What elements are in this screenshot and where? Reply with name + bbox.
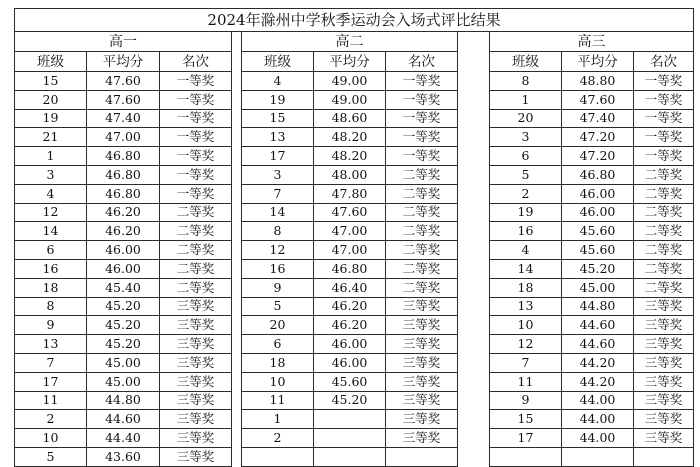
average-score: 45.20 bbox=[87, 297, 160, 316]
award-rank: 三等奖 bbox=[634, 391, 694, 410]
class-number: 11 bbox=[15, 391, 87, 410]
award-rank: 一等奖 bbox=[634, 90, 694, 109]
award-rank: 三等奖 bbox=[160, 410, 232, 429]
class-number: 10 bbox=[15, 429, 87, 448]
award-rank: 三等奖 bbox=[160, 391, 232, 410]
average-score: 43.60 bbox=[87, 447, 160, 466]
class-number: 21 bbox=[15, 128, 87, 147]
grade-header-row bbox=[15, 32, 694, 52]
column-gap bbox=[458, 278, 490, 297]
average-score: 46.00 bbox=[314, 353, 386, 372]
average-score: 47.60 bbox=[314, 203, 386, 222]
average-score: 46.20 bbox=[314, 297, 386, 316]
average-score: 47.00 bbox=[87, 128, 160, 147]
award-rank: 一等奖 bbox=[386, 72, 458, 91]
average-score: 45.60 bbox=[562, 241, 634, 260]
award-rank: 二等奖 bbox=[386, 259, 458, 278]
average-score: 46.20 bbox=[314, 316, 386, 335]
column-gap bbox=[232, 222, 242, 241]
award-rank: 二等奖 bbox=[386, 203, 458, 222]
column-gap bbox=[232, 72, 242, 91]
average-score: 44.60 bbox=[562, 316, 634, 335]
average-score: 47.60 bbox=[87, 72, 160, 91]
grade-name: 高二 bbox=[242, 32, 458, 52]
class-number: 11 bbox=[490, 372, 562, 391]
table-row bbox=[15, 90, 694, 109]
column-gap bbox=[458, 391, 490, 410]
average-score: 44.80 bbox=[562, 297, 634, 316]
average-score: 46.00 bbox=[562, 203, 634, 222]
class-number: 6 bbox=[242, 335, 314, 354]
column-header-row bbox=[15, 52, 694, 72]
average-score: 44.20 bbox=[562, 372, 634, 391]
average-score: 47.00 bbox=[314, 241, 386, 260]
column-gap bbox=[458, 335, 490, 354]
column-gap bbox=[458, 410, 490, 429]
table-row bbox=[15, 184, 694, 203]
average-score: 47.00 bbox=[314, 222, 386, 241]
table-row bbox=[15, 128, 694, 147]
average-score bbox=[314, 429, 386, 448]
average-score: 44.60 bbox=[562, 335, 634, 354]
class-number: 10 bbox=[242, 372, 314, 391]
class-number: 19 bbox=[15, 109, 87, 128]
award-rank: 一等奖 bbox=[160, 72, 232, 91]
award-rank: 三等奖 bbox=[386, 335, 458, 354]
column-gap bbox=[232, 447, 242, 466]
column-gap bbox=[232, 278, 242, 297]
award-rank: 三等奖 bbox=[634, 429, 694, 448]
column-gap bbox=[232, 335, 242, 354]
class-number: 9 bbox=[490, 391, 562, 410]
average-score: 45.60 bbox=[314, 372, 386, 391]
class-number: 14 bbox=[490, 259, 562, 278]
class-number: 15 bbox=[15, 72, 87, 91]
average-score: 47.20 bbox=[562, 147, 634, 166]
column-gap bbox=[232, 429, 242, 448]
column-gap bbox=[232, 128, 242, 147]
class-number: 3 bbox=[490, 128, 562, 147]
class-number: 8 bbox=[242, 222, 314, 241]
table-row bbox=[15, 429, 694, 448]
class-number: 20 bbox=[242, 316, 314, 335]
column-gap bbox=[232, 109, 242, 128]
average-score: 45.20 bbox=[87, 316, 160, 335]
average-score: 46.00 bbox=[87, 259, 160, 278]
award-rank: 三等奖 bbox=[160, 353, 232, 372]
award-rank: 二等奖 bbox=[160, 222, 232, 241]
column-gap bbox=[458, 90, 490, 109]
class-number: 14 bbox=[15, 222, 87, 241]
average-score bbox=[314, 410, 386, 429]
average-score: 49.00 bbox=[314, 72, 386, 91]
column-gap bbox=[232, 203, 242, 222]
class-number: 17 bbox=[242, 147, 314, 166]
table-row bbox=[15, 165, 694, 184]
column-header-rank: 名次 bbox=[386, 52, 458, 72]
award-rank: 三等奖 bbox=[160, 316, 232, 335]
empty-cell bbox=[490, 447, 562, 466]
award-rank: 三等奖 bbox=[160, 372, 232, 391]
average-score: 47.60 bbox=[87, 90, 160, 109]
average-score: 47.40 bbox=[87, 109, 160, 128]
class-number: 16 bbox=[490, 222, 562, 241]
class-number: 7 bbox=[490, 353, 562, 372]
column-gap bbox=[232, 259, 242, 278]
table-row bbox=[15, 372, 694, 391]
column-gap bbox=[458, 353, 490, 372]
class-number: 18 bbox=[490, 278, 562, 297]
average-score: 46.40 bbox=[314, 278, 386, 297]
average-score: 46.20 bbox=[87, 203, 160, 222]
class-number: 6 bbox=[490, 147, 562, 166]
column-gap bbox=[232, 32, 242, 52]
class-number: 17 bbox=[490, 429, 562, 448]
award-rank: 一等奖 bbox=[634, 147, 694, 166]
class-number: 1 bbox=[490, 90, 562, 109]
grade-name: 高三 bbox=[490, 32, 694, 52]
column-gap bbox=[458, 297, 490, 316]
column-gap bbox=[458, 184, 490, 203]
average-score: 45.40 bbox=[87, 278, 160, 297]
class-number: 12 bbox=[242, 241, 314, 260]
column-gap bbox=[458, 128, 490, 147]
column-header-class: 班级 bbox=[490, 52, 562, 72]
column-gap bbox=[458, 109, 490, 128]
column-gap bbox=[232, 353, 242, 372]
class-number: 13 bbox=[15, 335, 87, 354]
column-header-avg: 平均分 bbox=[562, 52, 634, 72]
average-score: 45.00 bbox=[562, 278, 634, 297]
empty-cell bbox=[634, 447, 694, 466]
average-score: 44.00 bbox=[562, 410, 634, 429]
average-score: 49.00 bbox=[314, 90, 386, 109]
class-number: 2 bbox=[490, 184, 562, 203]
class-number: 16 bbox=[242, 259, 314, 278]
average-score: 45.00 bbox=[87, 372, 160, 391]
award-rank: 三等奖 bbox=[386, 410, 458, 429]
column-gap bbox=[232, 297, 242, 316]
award-rank: 三等奖 bbox=[386, 353, 458, 372]
award-rank: 二等奖 bbox=[160, 259, 232, 278]
award-rank: 三等奖 bbox=[634, 353, 694, 372]
award-rank: 三等奖 bbox=[160, 429, 232, 448]
class-number: 15 bbox=[490, 410, 562, 429]
award-rank: 二等奖 bbox=[386, 241, 458, 260]
class-number: 12 bbox=[15, 203, 87, 222]
class-number: 18 bbox=[15, 278, 87, 297]
table-row bbox=[15, 203, 694, 222]
column-header-rank: 名次 bbox=[634, 52, 694, 72]
class-number: 19 bbox=[242, 90, 314, 109]
average-score: 45.20 bbox=[314, 391, 386, 410]
class-number: 8 bbox=[15, 297, 87, 316]
award-rank: 一等奖 bbox=[386, 109, 458, 128]
award-rank: 一等奖 bbox=[634, 128, 694, 147]
average-score: 46.80 bbox=[314, 259, 386, 278]
class-number: 13 bbox=[242, 128, 314, 147]
class-number: 9 bbox=[15, 316, 87, 335]
award-rank: 三等奖 bbox=[634, 410, 694, 429]
column-gap bbox=[232, 241, 242, 260]
class-number: 2 bbox=[15, 410, 87, 429]
empty-cell bbox=[562, 447, 634, 466]
average-score: 45.60 bbox=[562, 222, 634, 241]
average-score: 44.00 bbox=[562, 429, 634, 448]
average-score: 46.80 bbox=[87, 165, 160, 184]
average-score: 47.40 bbox=[562, 109, 634, 128]
average-score: 47.20 bbox=[562, 128, 634, 147]
class-number: 3 bbox=[242, 165, 314, 184]
column-gap bbox=[458, 165, 490, 184]
table-row bbox=[15, 410, 694, 429]
table-row bbox=[15, 297, 694, 316]
class-number: 9 bbox=[242, 278, 314, 297]
column-gap bbox=[458, 72, 490, 91]
column-header-avg: 平均分 bbox=[314, 52, 386, 72]
award-rank: 一等奖 bbox=[634, 72, 694, 91]
grade-name: 高一 bbox=[15, 32, 232, 52]
award-rank: 三等奖 bbox=[160, 297, 232, 316]
class-number: 5 bbox=[490, 165, 562, 184]
class-number: 3 bbox=[15, 165, 87, 184]
award-rank: 二等奖 bbox=[634, 184, 694, 203]
table-row bbox=[15, 316, 694, 335]
column-gap bbox=[458, 147, 490, 166]
award-rank: 二等奖 bbox=[386, 184, 458, 203]
class-number: 17 bbox=[15, 372, 87, 391]
column-gap bbox=[458, 447, 490, 466]
award-rank: 一等奖 bbox=[160, 128, 232, 147]
average-score: 45.20 bbox=[562, 259, 634, 278]
award-rank: 三等奖 bbox=[386, 372, 458, 391]
award-rank: 二等奖 bbox=[634, 278, 694, 297]
table-row bbox=[15, 259, 694, 278]
column-gap bbox=[458, 52, 490, 72]
page-title: 2024年滁州中学秋季运动会入场式评比结果 bbox=[15, 9, 694, 32]
award-rank: 二等奖 bbox=[386, 278, 458, 297]
class-number: 1 bbox=[242, 410, 314, 429]
average-score: 47.60 bbox=[562, 90, 634, 109]
award-rank: 二等奖 bbox=[634, 222, 694, 241]
average-score: 46.20 bbox=[87, 222, 160, 241]
column-gap bbox=[458, 429, 490, 448]
class-number: 20 bbox=[15, 90, 87, 109]
column-gap bbox=[458, 32, 490, 52]
award-rank: 二等奖 bbox=[634, 203, 694, 222]
class-number: 1 bbox=[15, 147, 87, 166]
table-row bbox=[15, 241, 694, 260]
class-number: 7 bbox=[242, 184, 314, 203]
award-rank: 一等奖 bbox=[160, 184, 232, 203]
award-rank: 二等奖 bbox=[386, 165, 458, 184]
column-header-avg: 平均分 bbox=[87, 52, 160, 72]
column-gap bbox=[458, 372, 490, 391]
award-rank: 二等奖 bbox=[634, 259, 694, 278]
average-score: 44.80 bbox=[87, 391, 160, 410]
average-score: 44.00 bbox=[562, 391, 634, 410]
award-rank: 一等奖 bbox=[160, 90, 232, 109]
award-rank: 一等奖 bbox=[160, 109, 232, 128]
class-number: 11 bbox=[242, 391, 314, 410]
table-row bbox=[15, 447, 694, 466]
column-gap bbox=[458, 203, 490, 222]
average-score: 44.20 bbox=[562, 353, 634, 372]
award-rank: 一等奖 bbox=[634, 109, 694, 128]
award-rank: 三等奖 bbox=[160, 447, 232, 466]
average-score: 48.20 bbox=[314, 147, 386, 166]
column-gap bbox=[232, 184, 242, 203]
column-gap bbox=[232, 410, 242, 429]
class-number: 7 bbox=[15, 353, 87, 372]
column-gap bbox=[232, 372, 242, 391]
class-number: 20 bbox=[490, 109, 562, 128]
table-row bbox=[15, 222, 694, 241]
award-rank: 二等奖 bbox=[386, 222, 458, 241]
class-number: 14 bbox=[242, 203, 314, 222]
average-score: 48.20 bbox=[314, 128, 386, 147]
table-row bbox=[15, 335, 694, 354]
table-row bbox=[15, 278, 694, 297]
class-number: 8 bbox=[490, 72, 562, 91]
average-score: 46.80 bbox=[87, 184, 160, 203]
class-number: 6 bbox=[15, 241, 87, 260]
class-number: 12 bbox=[490, 335, 562, 354]
class-number: 5 bbox=[15, 447, 87, 466]
average-score: 48.00 bbox=[314, 165, 386, 184]
table-row bbox=[15, 147, 694, 166]
table-row bbox=[15, 72, 694, 91]
award-rank: 二等奖 bbox=[634, 241, 694, 260]
class-number: 16 bbox=[15, 259, 87, 278]
average-score: 46.00 bbox=[314, 335, 386, 354]
column-header-class: 班级 bbox=[242, 52, 314, 72]
award-rank: 三等奖 bbox=[634, 372, 694, 391]
award-rank: 一等奖 bbox=[386, 128, 458, 147]
column-gap bbox=[232, 147, 242, 166]
award-rank: 三等奖 bbox=[634, 335, 694, 354]
table-row bbox=[15, 353, 694, 372]
award-rank: 二等奖 bbox=[634, 165, 694, 184]
average-score: 45.00 bbox=[87, 353, 160, 372]
class-number: 18 bbox=[242, 353, 314, 372]
award-rank: 三等奖 bbox=[160, 335, 232, 354]
column-header-rank: 名次 bbox=[160, 52, 232, 72]
class-number: 4 bbox=[242, 72, 314, 91]
column-gap bbox=[458, 241, 490, 260]
class-number: 2 bbox=[242, 429, 314, 448]
column-gap bbox=[458, 222, 490, 241]
average-score: 46.80 bbox=[87, 147, 160, 166]
column-gap bbox=[232, 52, 242, 72]
empty-cell bbox=[386, 447, 458, 466]
class-number: 19 bbox=[490, 203, 562, 222]
column-header-class: 班级 bbox=[15, 52, 87, 72]
average-score: 45.20 bbox=[87, 335, 160, 354]
column-gap bbox=[232, 90, 242, 109]
column-gap bbox=[458, 259, 490, 278]
award-rank: 一等奖 bbox=[160, 165, 232, 184]
average-score: 46.00 bbox=[562, 184, 634, 203]
table-row bbox=[15, 109, 694, 128]
average-score: 44.40 bbox=[87, 429, 160, 448]
empty-cell bbox=[242, 447, 314, 466]
average-score: 44.60 bbox=[87, 410, 160, 429]
class-number: 4 bbox=[15, 184, 87, 203]
award-rank: 三等奖 bbox=[386, 297, 458, 316]
average-score: 48.60 bbox=[314, 109, 386, 128]
class-number: 13 bbox=[490, 297, 562, 316]
class-number: 10 bbox=[490, 316, 562, 335]
award-rank: 二等奖 bbox=[160, 203, 232, 222]
class-number: 4 bbox=[490, 241, 562, 260]
average-score: 46.00 bbox=[87, 241, 160, 260]
award-rank: 三等奖 bbox=[634, 316, 694, 335]
column-gap bbox=[232, 165, 242, 184]
average-score: 48.80 bbox=[562, 72, 634, 91]
results-table bbox=[14, 8, 694, 467]
award-rank: 一等奖 bbox=[160, 147, 232, 166]
class-number: 5 bbox=[242, 297, 314, 316]
award-rank: 三等奖 bbox=[386, 316, 458, 335]
empty-cell bbox=[314, 447, 386, 466]
award-rank: 一等奖 bbox=[386, 90, 458, 109]
column-gap bbox=[232, 316, 242, 335]
award-rank: 三等奖 bbox=[634, 297, 694, 316]
class-number: 15 bbox=[242, 109, 314, 128]
column-gap bbox=[458, 316, 490, 335]
table-row bbox=[15, 391, 694, 410]
award-rank: 三等奖 bbox=[386, 429, 458, 448]
award-rank: 二等奖 bbox=[160, 241, 232, 260]
average-score: 46.80 bbox=[562, 165, 634, 184]
column-gap bbox=[232, 391, 242, 410]
average-score: 47.80 bbox=[314, 184, 386, 203]
award-rank: 三等奖 bbox=[386, 391, 458, 410]
award-rank: 二等奖 bbox=[160, 278, 232, 297]
award-rank: 一等奖 bbox=[386, 147, 458, 166]
